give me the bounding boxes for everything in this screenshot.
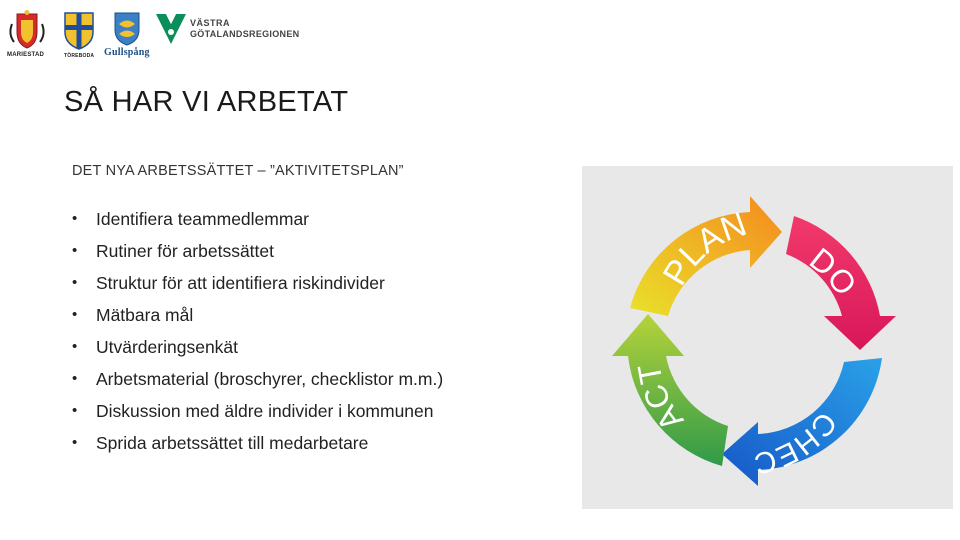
list-item (72, 272, 443, 294)
vgr-emblem-icon (154, 10, 188, 46)
list-item-text: Struktur för att identifiera riskindivider (96, 273, 385, 293)
list-item-text: Diskussion med äldre individer i kommunen (96, 401, 434, 421)
list-item (72, 304, 443, 326)
list-item-text: Identifiera teammedlemmar (96, 209, 309, 229)
pdca-cycle-graphic (582, 166, 953, 509)
list-item-text: Mätbara mål (96, 305, 194, 325)
mariestad-label: MARIESTAD (7, 52, 45, 58)
section-subtitle: DET NYA ARBETSSÄTTET – ”AKTIVITETSPLAN” (72, 163, 404, 179)
list-item (72, 208, 443, 230)
gullspang-logo (100, 10, 154, 62)
list-item-text: Rutiner för arbetssättet (96, 241, 274, 261)
bullet-glyph: • (72, 402, 78, 419)
gullspang-shield-icon (100, 10, 154, 46)
bullet-glyph: • (72, 274, 78, 291)
pdca-cycle-image (582, 166, 953, 509)
act-label: ACT (630, 361, 691, 438)
bullet-glyph: • (72, 370, 78, 387)
bullet-glyph: • (72, 242, 78, 259)
list-item (72, 432, 443, 454)
bullet-glyph: • (72, 434, 78, 451)
logo-bar (4, 10, 324, 62)
toreboda-label: TÖREBODA (64, 53, 95, 59)
bullet-glyph: • (72, 338, 78, 355)
vgr-label-line1: VÄSTRA (190, 18, 231, 28)
bullet-glyph: • (72, 306, 78, 323)
plan-label: PLAN (655, 205, 752, 292)
check-label: CHEC (751, 405, 843, 481)
list-item-text: Arbetsmaterial (broschyrer, checklistor m.m.) (96, 369, 444, 389)
mariestad-logo (4, 10, 50, 62)
bullet-glyph: • (72, 210, 78, 227)
list-item (72, 400, 443, 422)
list-item-text: Utvärderingsenkät (96, 337, 239, 357)
vastra-gotalandsregionen-logo (154, 10, 324, 62)
toreboda-shield-icon (58, 10, 100, 50)
check-arrow (722, 358, 882, 486)
list-item-text: Sprida arbetssättet till medarbetare (96, 433, 369, 453)
list-item (72, 368, 443, 390)
list-item (72, 240, 443, 262)
gullspang-label: Gullspång (104, 47, 150, 58)
page-title: SÅ HAR VI ARBETAT (64, 86, 349, 118)
list-item (72, 336, 443, 358)
toreboda-logo (58, 10, 100, 62)
do-label: DO (803, 240, 864, 302)
bullet-list (72, 208, 443, 464)
vgr-label-line2: GÖTALANDSREGIONEN (190, 29, 300, 39)
mariestad-crest-icon (4, 10, 50, 50)
